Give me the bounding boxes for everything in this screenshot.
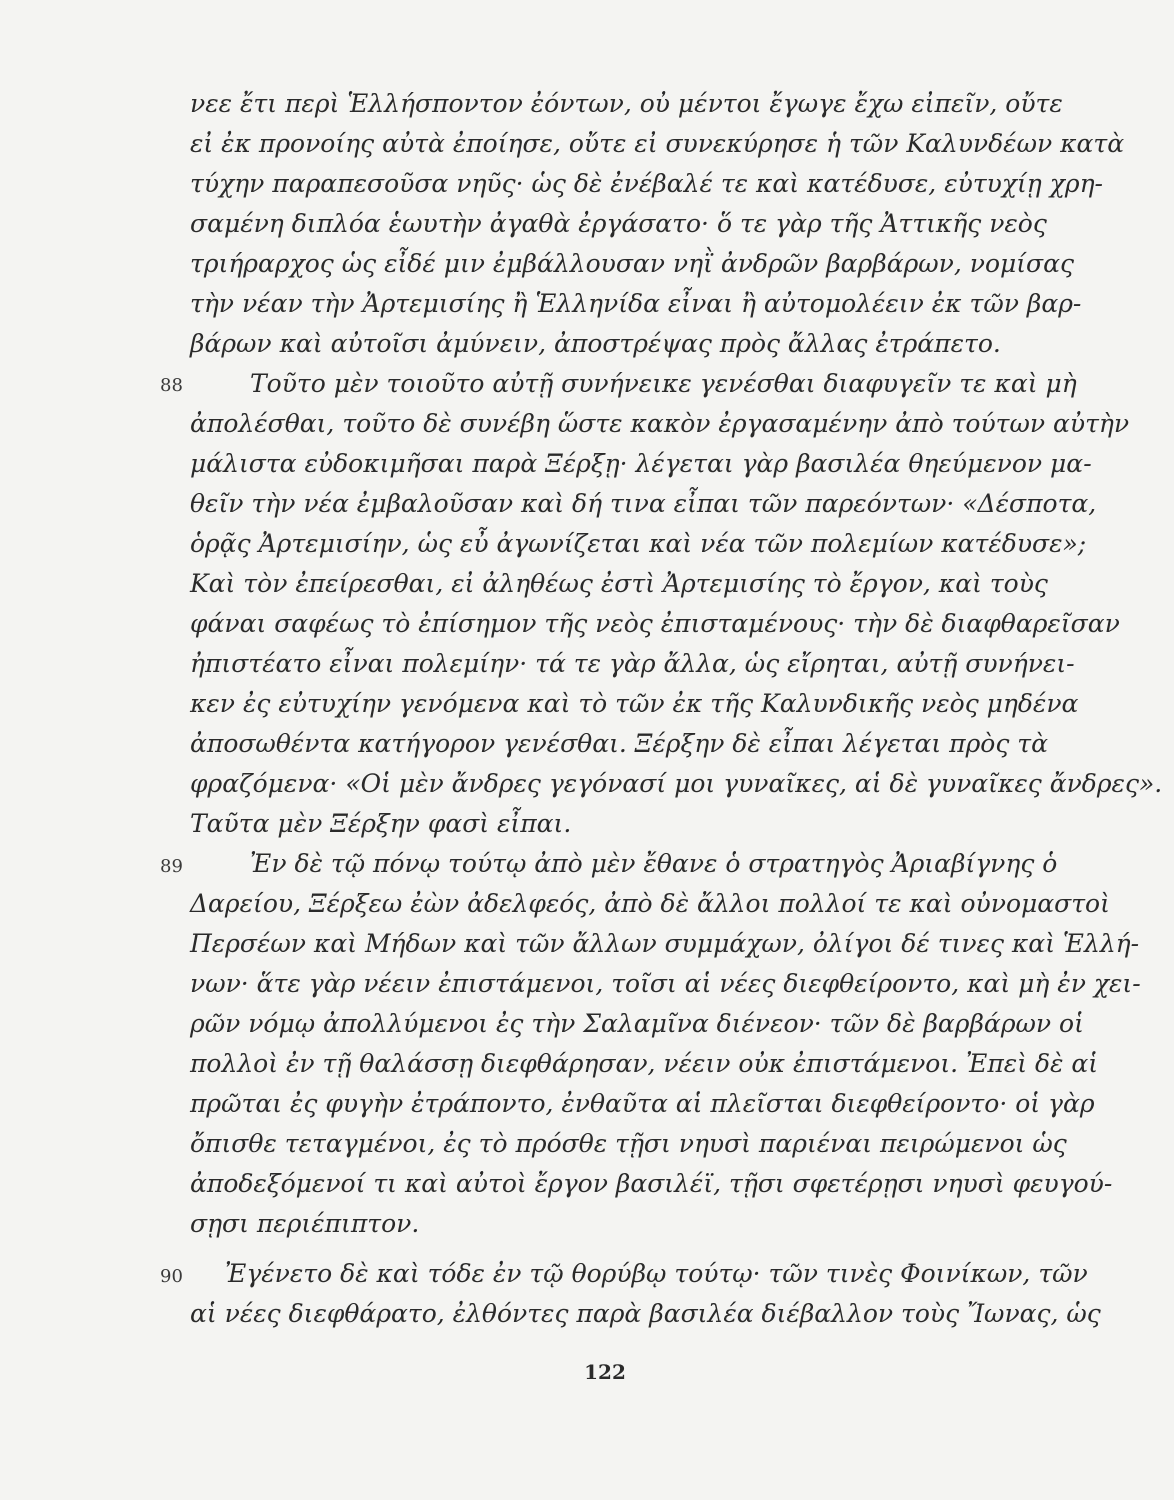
text-line: Ταῦτα μὲν Ξέρξην φασὶ εἶπαι. <box>190 809 572 838</box>
text-line: ἠπιστέατο εἶναι πολεμίην· τά τε γὰρ ἄλλα, ὡς εἴρηται, αὐτῇ συνήνει- <box>190 649 1075 678</box>
text-line: σῃσι περιέπιπτον. <box>190 1209 420 1238</box>
text-line: τὴν νέαν τὴν Ἀρτεμισίης ἢ Ἑλληνίδα εἶναι ἢ αὐτομολέειν ἐκ τῶν βαρ- <box>190 289 1082 318</box>
text-line: ἀποδεξόμενοί τι καὶ αὐτοὶ ἔργον βασιλέϊ, τῇσι σφετέρῃσι νηυσὶ φευγού- <box>190 1169 1113 1198</box>
section-marker: 89 <box>160 856 183 877</box>
text-line: ἀποσωθέντα κατήγορον γενέσθαι. Ξέρξην δὲ εἶπαι λέγεται πρὸς τὰ <box>190 729 1048 758</box>
text-line: νων· ἅτε γὰρ νέειν ἐπιστάμενοι, τοῖσι αἱ νέες διεφθείροντο, καὶ μὴ ἐν χει- <box>190 969 1141 998</box>
text-line: Δαρείου, Ξέρξεω ἐὼν ἀδελφεός, ἀπὸ δὲ ἄλλοι πολλοί τε καὶ οὐνομαστοὶ <box>190 889 1110 918</box>
text-line: ὄπισθε τεταγμένοι, ἐς τὸ πρόσθε τῇσι νηυσὶ παριέναι πειρώμενοι ὡς <box>190 1129 1067 1158</box>
text-line: Περσέων καὶ Μήδων καὶ τῶν ἄλλων συμμάχων, ὀλίγοι δέ τινες καὶ Ἑλλή- <box>190 929 1140 958</box>
text-line: ἀπολέσθαι, τοῦτο δὲ συνέβη ὥστε κακὸν ἐργασαμένην ἀπὸ τούτων αὐτὴν <box>190 409 1130 438</box>
text-line: εἰ ἐκ προνοίης αὐτὰ ἐποίησε, οὔτε εἰ συνεκύρησε ἡ τῶν Καλυνδέων κατὰ <box>190 129 1125 158</box>
text-line: Τοῦτο μὲν τοιοῦτο αὐτῇ συνήνεικε γενέσθαι διαφυγεῖν τε καὶ μὴ <box>250 369 1077 398</box>
text-line: φραζόμενα· «Οἱ μὲν ἄνδρες γεγόνασί μοι γυναῖκες, αἱ δὲ γυναῖκες ἄνδρες». <box>190 769 1163 798</box>
text-line: Ἐγένετο δὲ καὶ τόδε ἐν τῷ θορύβῳ τούτῳ· τῶν τινὲς Φοινίκων, τῶν <box>225 1259 1088 1288</box>
text-line: βάρων καὶ αὐτοῖσι ἀμύνειν, ἀποστρέψας πρὸς ἄλλας ἐτράπετο. <box>190 329 1001 358</box>
text-line: αἱ νέες διεφθάρατο, ἐλθόντες παρὰ βασιλέα διέβαλλον τοὺς Ἴωνας, ὡς <box>190 1299 1101 1328</box>
text-line: σαμένη διπλόα ἑωυτὴν ἀγαθὰ ἐργάσατο· ὅ τε γὰρ τῆς Ἀττικῆς νεὸς <box>190 209 1047 238</box>
text-line: μάλιστα εὐδοκιμῆσαι παρὰ Ξέρξῃ· λέγεται γὰρ βασιλέα θηεύμενον μα- <box>190 449 1092 478</box>
text-line: θεῖν τὴν νέα ἐμβαλοῦσαν καὶ δή τινα εἶπαι τῶν παρεόντων· «Δέσποτα, <box>190 489 1097 518</box>
text-line: πολλοὶ ἐν τῇ θαλάσσῃ διεφθάρησαν, νέειν οὐκ ἐπιστάμενοι. Ἐπεὶ δὲ αἱ <box>190 1049 1099 1078</box>
text-line: νεε ἔτι περὶ Ἑλλήσποντον ἐόντων, οὐ μέντοι ἔγωγε ἔχω εἰπεῖν, οὔτε <box>190 89 1063 118</box>
text-line: κεν ἐς εὐτυχίην γενόμενα καὶ τὸ τῶν ἐκ τῆς Καλυνδικῆς νεὸς μηδένα <box>190 689 1079 718</box>
text-line: ρῶν νόμῳ ἀπολλύμενοι ἐς τὴν Σαλαμῖνα διένεον· τῶν δὲ βαρβάρων οἱ <box>190 1009 1084 1038</box>
section-marker: 90 <box>160 1266 183 1287</box>
text-line: Ἐν δὲ τῷ πόνῳ τούτῳ ἀπὸ μὲν ἔθανε ὁ στρατηγὸς Ἀριαβίγνης ὁ <box>250 849 1058 878</box>
text-line: πρῶται ἐς φυγὴν ἐτράποντο, ἐνθαῦτα αἱ πλεῖσται διεφθείροντο· οἱ γὰρ <box>190 1089 1095 1118</box>
text-line: τριήραρχος ὡς εἶδέ μιν ἐμβάλλουσαν νηῒ ἀνδρῶν βαρβάρων, νομίσας <box>190 249 1074 278</box>
text-line: ὁρᾷς Ἀρτεμισίην, ὡς εὖ ἀγωνίζεται καὶ νέα τῶν πολεμίων κατέδυσε»; <box>190 529 1087 558</box>
text-line: φάναι σαφέως τὸ ἐπίσημον τῆς νεὸς ἐπισταμένους· τὴν δὲ διαφθαρεῖσαν <box>190 609 1120 638</box>
page-number: 122 <box>584 1360 626 1384</box>
section-marker: 88 <box>160 375 183 396</box>
text-line: Καὶ τὸν ἐπείρεσθαι, εἰ ἀληθέως ἐστὶ Ἀρτεμισίης τὸ ἔργον, καὶ τοὺς <box>190 569 1048 598</box>
text-line: τύχην παραπεσοῦσα νηῦς· ὡς δὲ ἐνέβαλέ τε καὶ κατέδυσε, εὐτυχίῃ χρη- <box>190 169 1103 198</box>
